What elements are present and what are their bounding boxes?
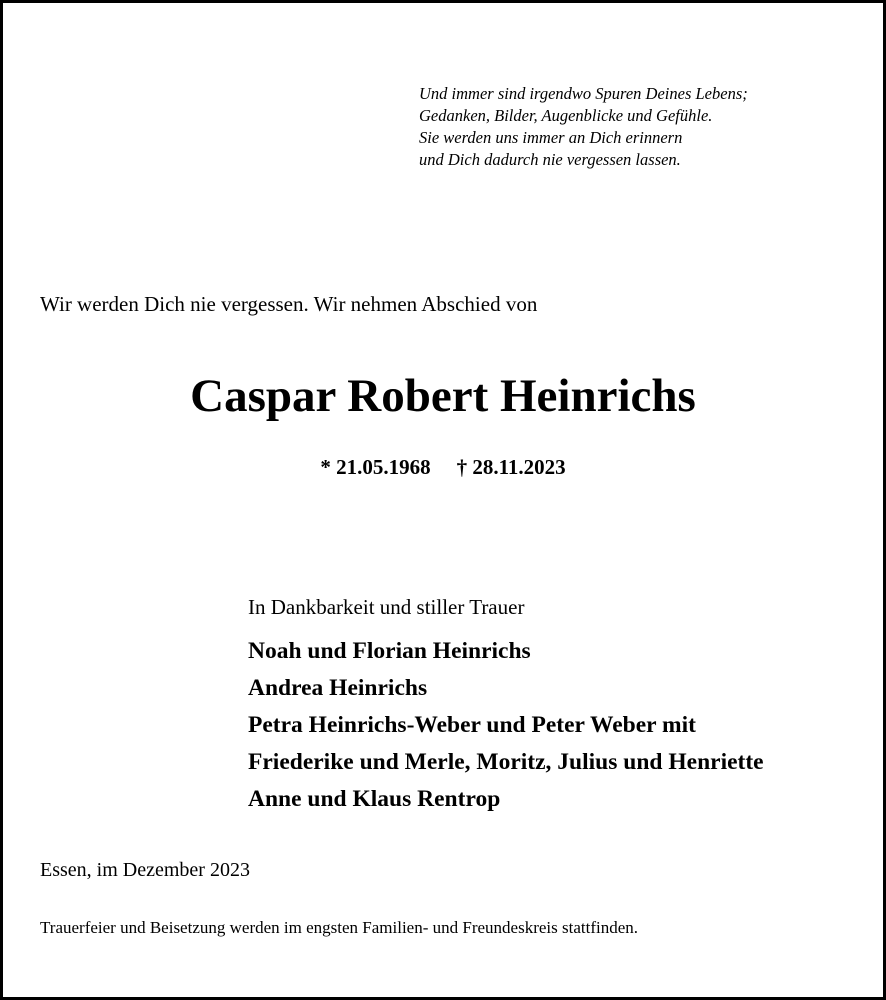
mourning-phrase: In Dankbarkeit und stiller Trauer (248, 595, 525, 619)
mourner-entry: Noah und Florian Heinrichs (248, 638, 531, 664)
poem-line: Sie werden uns immer an Dich erinnern (419, 128, 683, 147)
mourner-entry: Friederike und Merle, Moritz, Julius und Henriette (248, 749, 764, 775)
death-date: † 28.11.2023 (456, 455, 566, 479)
poem-line: und Dich dadurch nie vergessen lassen. (419, 150, 681, 169)
mourner-entry: Petra Heinrichs-Weber und Peter Weber mit (248, 712, 696, 738)
poem-line: Gedanken, Bilder, Augenblicke und Gefühle. (419, 106, 713, 125)
life-dates (3, 453, 883, 481)
deceased-name: Caspar Robert Heinrichs (190, 370, 696, 422)
funeral-notice: Trauerfeier und Beisetzung werden im engsten Familien- und Freundeskreis stattfinden. (40, 918, 639, 937)
place-and-date: Essen, im Dezember 2023 (40, 859, 250, 881)
memorial-poem (419, 83, 748, 171)
mourner-entry: Andrea Heinrichs (248, 675, 428, 701)
poem-line: Und immer sind irgendwo Spuren Deines Lebens; (419, 84, 748, 103)
mourners-list (248, 633, 764, 818)
birth-date: * 21.05.1968 (320, 455, 431, 479)
farewell-intro: Wir werden Dich nie vergessen. Wir nehmen Abschied von (40, 292, 538, 316)
mourner-entry: Anne und Klaus Rentrop (248, 786, 501, 812)
